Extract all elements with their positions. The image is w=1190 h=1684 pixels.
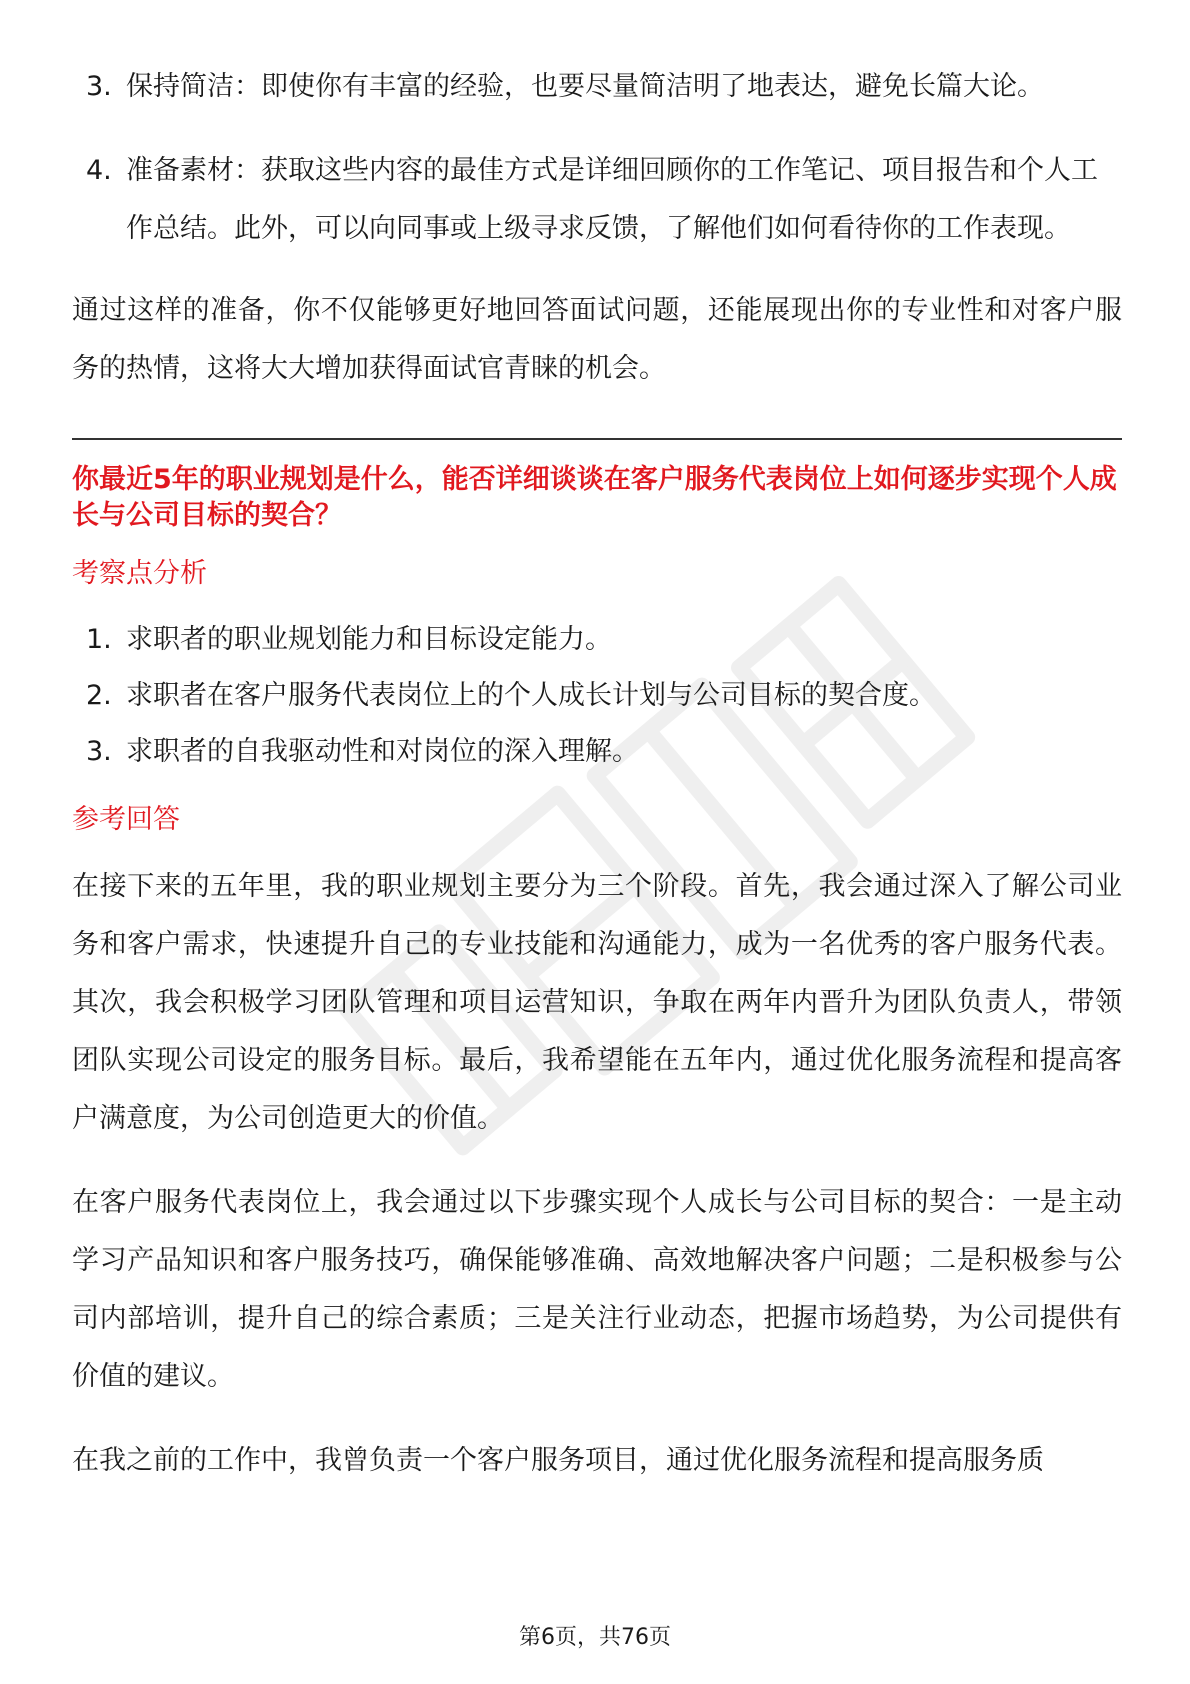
list-index: 3. (86, 736, 112, 767)
answer-paragraph: 在我之前的工作中，我曾负责一个客户服务项目，通过优化服务流程和提高服务质 (72, 1445, 1044, 1476)
list-item (72, 612, 1122, 668)
tips-list (72, 58, 1122, 258)
document-page (72, 58, 1122, 1490)
list-index: 3. (86, 71, 112, 102)
list-text: 求职者在客户服务代表岗位上的个人成长计划与公司目标的契合度。 (126, 680, 936, 711)
section-divider (72, 438, 1122, 440)
analysis-list (72, 612, 1122, 780)
answer-paragraph: 在客户服务代表岗位上，我会通过以下步骤实现个人成长与公司目标的契合：一是主动学习产品知识和客户服务技巧，确保能够准确、高效地解决客户问题；二是积极参与公司内部培训，提升自己的综合素质；三是关注行业动态，把握市场趋势，为公司提供有价值的建议。 (72, 1187, 1122, 1392)
list-text: 求职者的自我驱动性和对岗位的深入理解。 (126, 736, 639, 767)
list-text: 求职者的职业规划能力和目标设定能力。 (126, 624, 612, 655)
list-index: 4. (86, 155, 112, 186)
question-title: 你最近5年的职业规划是什么，能否详细谈谈在客户服务代表岗位上如何逐步实现个人成长与公司目标的契合？ (72, 464, 1117, 531)
list-text: 准备素材：获取这些内容的最佳方式是详细回顾你的工作笔记、项目报告和个人工作总结。此外，可以向同事或上级寻求反馈，了解他们如何看待你的工作表现。 (126, 155, 1098, 244)
list-index: 2. (86, 680, 112, 711)
list-text: 保持简洁：即使你有丰富的经验，也要尽量简洁明了地表达，避免长篇大论。 (126, 71, 1044, 102)
list-item (72, 142, 1122, 258)
answer-heading: 参考回答 (72, 804, 180, 835)
answer-paragraph: 在接下来的五年里，我的职业规划主要分为三个阶段。首先，我会通过深入了解公司业务和客户需求，快速提升自己的专业技能和沟通能力，成为一名优秀的客户服务代表。其次，我会积极学习团队管理和项目运营知识，争取在两年内晋升为团队负责人，带领团队实现公司设定的服务目标。最后，我希望能在五年内，通过优化服务流程和提高客户满意度，为公司创造更大的价值。 (72, 871, 1122, 1134)
analysis-heading: 考察点分析 (72, 558, 207, 589)
list-index: 1. (86, 624, 112, 655)
summary-paragraph: 通过这样的准备，你不仅能够更好地回答面试问题，还能展现出你的专业性和对客户服务的热情，这将大大增加获得面试官青睐的机会。 (72, 295, 1122, 384)
list-item (72, 58, 1122, 116)
list-item (72, 724, 1122, 780)
list-item (72, 668, 1122, 724)
page-footer: 第6页，共76页 (519, 1625, 671, 1650)
